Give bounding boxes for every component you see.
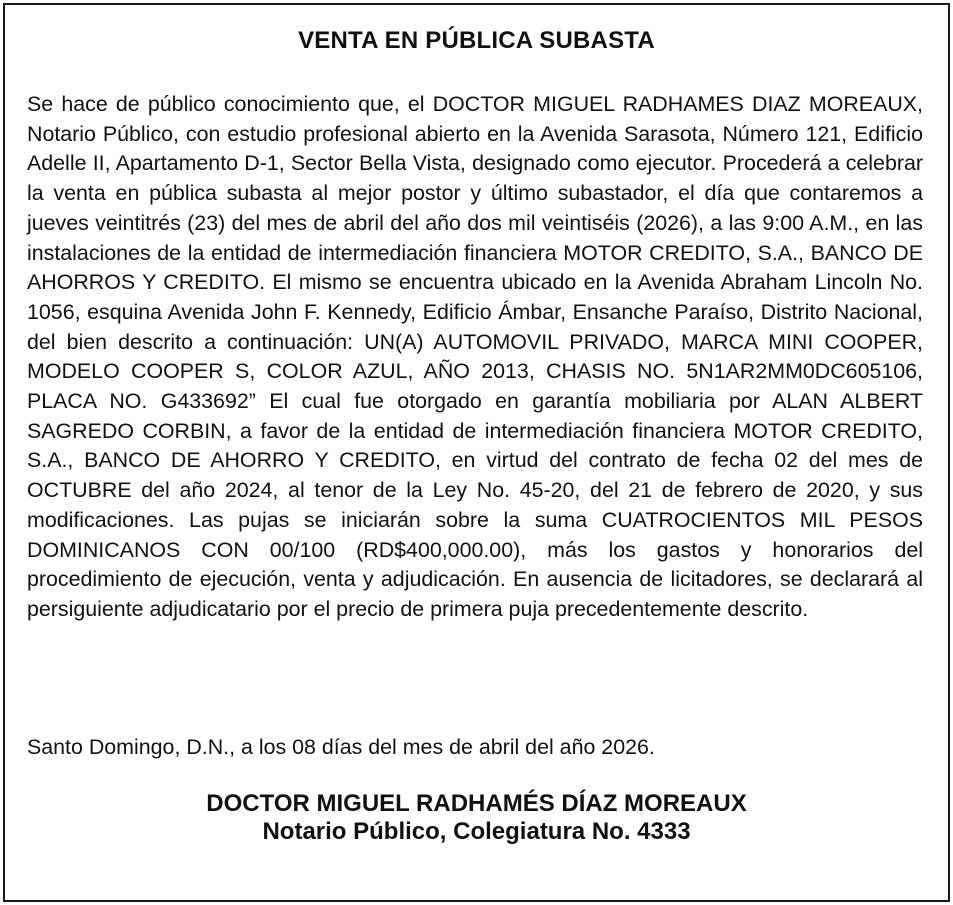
- legal-notice-box: [3, 3, 950, 902]
- signature-block: [5, 790, 948, 846]
- notice-closing-date: Santo Domingo, D.N., a los 08 días del mes de abril del año 2026.: [27, 735, 655, 759]
- signature-name: DOCTOR MIGUEL RADHAMÉS DÍAZ MOREAUX: [206, 790, 747, 817]
- notice-title: VENTA EN PÚBLICA SUBASTA: [298, 27, 655, 54]
- notice-body: Se hace de público conocimiento que, el DOCTOR MIGUEL RADHAMES DIAZ MOREAUX, Notario Público, con estudio profesional abierto en la Avenida Sarasota, Número 121, Edificio Adelle II, Apartamento D-1, Sector Bella Vista, designado como ejecutor. Procederá a celebrar la venta en pública subasta al mejor postor y último subastador, el día que contaremos a jueves veintitrés (23) del mes de abril del año dos mil veintiséis (2026), a las 9:00 A.M., en las instalaciones de la entidad de intermediación financiera MOTOR CREDITO, S.A., BANCO DE AHORROS Y CREDITO. El mismo se encuentra ubicado en la Avenida Abraham Lincoln No. 1056, esquina Avenida John F. Kennedy, Edificio Ámbar, Ensanche Paraíso, Distrito Nacional, del bien descrito a continuación: UN(A) AUTOMOVIL PRIVADO, MARCA MINI COOPER, MODELO COOPER S, COLOR AZUL, AÑO 2013, CHASIS NO. 5N1AR2MM0DC605106, PLACA NO. G433692” El cual fue otorgado en garantía mobiliaria por ALAN ALBERT SAGREDO CORBIN, a favor de la entidad de intermediación financiera MOTOR CREDITO, S.A., BANCO DE AHORRO Y CREDITO, en virtud del contrato de fecha 02 del mes de OCTUBRE del año 2024, al tenor de la Ley No. 45-20, del 21 de febrero de 2020, y sus modificaciones. Las pujas se iniciarán sobre la suma CUATROCIENTOS MIL PESOS DOMINICANOS CON 00/100 (RD$400,000.00), más los gastos y honorarios del procedimiento de ejecución, venta y adjudicación. En ausencia de licitadores, se declarará al persiguiente adjudicatario por el precio de primera puja precedentemente descrito.: [27, 92, 923, 621]
- signature-title: Notario Público, Colegiatura No. 4333: [262, 818, 691, 845]
